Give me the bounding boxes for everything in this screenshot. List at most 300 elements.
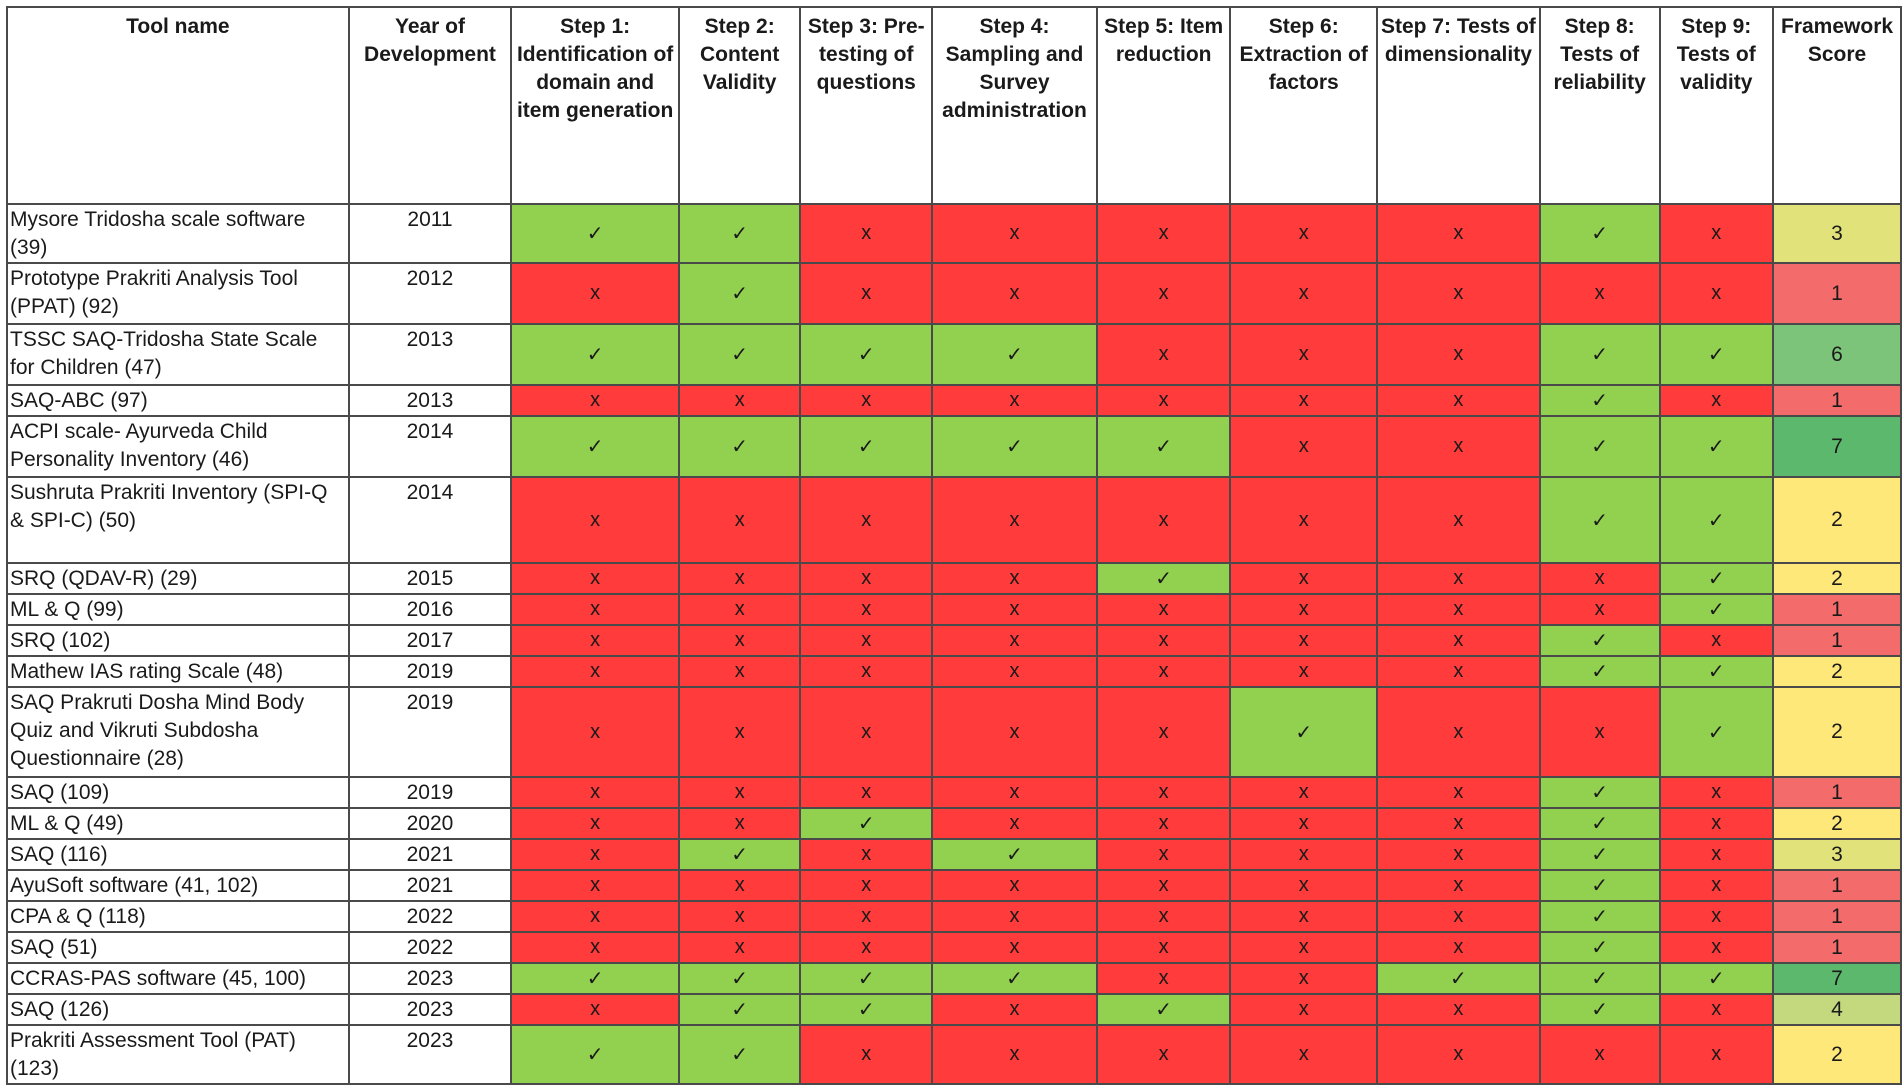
- step-9-cell: [1660, 625, 1774, 656]
- check-icon: ✓: [731, 344, 749, 366]
- check-icon: ✓: [1707, 509, 1725, 532]
- framework-score-cell: 2: [1773, 563, 1901, 594]
- cross-icon: x: [590, 781, 601, 803]
- cross-icon: x: [1453, 1043, 1464, 1065]
- step-3-cell: [800, 385, 932, 416]
- step-8-cell: [1540, 932, 1660, 963]
- cross-icon: x: [734, 389, 745, 411]
- framework-score-cell: 1: [1773, 932, 1901, 963]
- cross-icon: x: [1453, 905, 1464, 927]
- cross-icon: x: [734, 660, 745, 682]
- step-9-cell: [1660, 870, 1774, 901]
- framework-score-cell: 7: [1773, 963, 1901, 994]
- check-icon: ✓: [1707, 344, 1725, 366]
- cross-icon: x: [861, 843, 872, 865]
- tool-name-cell: SAQ (51): [7, 932, 349, 963]
- cross-icon: x: [1453, 629, 1464, 651]
- tool-name-cell: AyuSoft software (41, 102): [7, 870, 349, 901]
- cross-icon: x: [1711, 843, 1722, 865]
- header-step-4: Step 4: Sampling and Survey administration: [932, 7, 1097, 204]
- framework-score-cell: 2: [1773, 808, 1901, 839]
- step-9-cell: [1660, 563, 1774, 594]
- step-7-cell: [1377, 870, 1540, 901]
- cross-icon: x: [1453, 343, 1464, 365]
- cross-icon: x: [1009, 567, 1020, 589]
- check-icon: ✓: [1591, 937, 1609, 959]
- year-cell: 2013: [349, 324, 512, 385]
- check-icon: ✓: [1707, 568, 1725, 590]
- step-5-cell: [1097, 687, 1231, 777]
- cross-icon: x: [1009, 389, 1020, 411]
- check-icon: ✓: [1155, 568, 1173, 590]
- table-row: [7, 901, 1901, 932]
- header-step-9: Step 9: Tests of validity: [1660, 7, 1774, 204]
- cross-icon: x: [1711, 222, 1722, 244]
- step-5-cell: [1097, 994, 1231, 1025]
- cross-icon: x: [734, 936, 745, 958]
- framework-score-cell: 1: [1773, 901, 1901, 932]
- step-2-cell: [679, 477, 801, 563]
- table-body: [7, 204, 1901, 1084]
- year-cell: 2019: [349, 777, 512, 808]
- cross-icon: x: [1453, 720, 1464, 743]
- check-icon: ✓: [1450, 968, 1467, 990]
- step-3-cell: [800, 777, 932, 808]
- step-5-cell: [1097, 901, 1231, 932]
- cross-icon: x: [861, 781, 872, 803]
- step-5-cell: [1097, 594, 1231, 625]
- cross-icon: x: [1453, 598, 1464, 620]
- step-4-cell: [932, 1025, 1097, 1084]
- step-6-cell: [1230, 870, 1377, 901]
- cross-icon: x: [1009, 720, 1020, 743]
- step-7-cell: [1377, 808, 1540, 839]
- cross-icon: x: [1298, 998, 1309, 1020]
- step-7-cell: [1377, 416, 1540, 477]
- check-icon: ✓: [857, 436, 875, 458]
- cross-icon: x: [1453, 567, 1464, 589]
- cross-icon: x: [1158, 343, 1169, 365]
- cross-icon: x: [1158, 629, 1169, 651]
- tool-name-cell: SAQ (126): [7, 994, 349, 1025]
- step-9-cell: [1660, 477, 1774, 563]
- cross-icon: x: [590, 660, 601, 682]
- step-8-cell: [1540, 416, 1660, 477]
- header-row: [7, 7, 1901, 204]
- check-icon: ✓: [1591, 436, 1609, 458]
- cross-icon: x: [861, 660, 872, 682]
- tool-name-cell: ACPI scale- Ayurveda Child Personality Inventory (46): [7, 416, 349, 477]
- cross-icon: x: [1158, 508, 1169, 531]
- cross-icon: x: [1158, 660, 1169, 682]
- cross-icon: x: [590, 843, 601, 865]
- step-7-cell: [1377, 263, 1540, 324]
- step-3-cell: [800, 839, 932, 870]
- step-1-cell: [511, 324, 679, 385]
- framework-score-cell: 1: [1773, 870, 1901, 901]
- cross-icon: x: [1711, 874, 1722, 896]
- framework-score-cell: 2: [1773, 1025, 1901, 1084]
- cross-icon: x: [1298, 843, 1309, 865]
- check-icon: ✓: [731, 436, 749, 458]
- cross-icon: x: [590, 567, 601, 589]
- step-2-cell: [679, 963, 801, 994]
- step-2-cell: [679, 870, 801, 901]
- step-2-cell: [679, 777, 801, 808]
- tool-name-cell: Prakriti Assessment Tool (PAT) (123): [7, 1025, 349, 1084]
- cross-icon: x: [1158, 282, 1169, 304]
- cross-icon: x: [1298, 629, 1309, 651]
- step-2-cell: [679, 901, 801, 932]
- cross-icon: x: [1594, 1043, 1605, 1065]
- check-icon: ✓: [857, 344, 875, 366]
- step-4-cell: [932, 963, 1097, 994]
- cross-icon: x: [1453, 843, 1464, 865]
- step-4-cell: [932, 204, 1097, 263]
- step-3-cell: [800, 477, 932, 563]
- tool-name-cell: ML & Q (49): [7, 808, 349, 839]
- step-1-cell: [511, 994, 679, 1025]
- step-6-cell: [1230, 687, 1377, 777]
- step-9-cell: [1660, 656, 1774, 687]
- step-8-cell: [1540, 901, 1660, 932]
- step-3-cell: [800, 656, 932, 687]
- year-cell: 2023: [349, 963, 512, 994]
- check-icon: ✓: [731, 1044, 749, 1066]
- tool-name-cell: SRQ (102): [7, 625, 349, 656]
- cross-icon: x: [590, 812, 601, 834]
- check-icon: ✓: [857, 999, 875, 1021]
- cross-icon: x: [1158, 781, 1169, 803]
- table-row: [7, 477, 1901, 563]
- table-row: [7, 656, 1901, 687]
- year-cell: 2022: [349, 932, 512, 963]
- year-cell: 2022: [349, 901, 512, 932]
- step-5-cell: [1097, 932, 1231, 963]
- cross-icon: x: [1009, 781, 1020, 803]
- cross-icon: x: [1009, 598, 1020, 620]
- step-1-cell: [511, 385, 679, 416]
- cross-icon: x: [861, 629, 872, 651]
- cross-icon: x: [1298, 905, 1309, 927]
- step-3-cell: [800, 563, 932, 594]
- year-cell: 2014: [349, 416, 512, 477]
- cross-icon: x: [861, 598, 872, 620]
- cross-icon: x: [1711, 998, 1722, 1020]
- step-2-cell: [679, 808, 801, 839]
- cross-icon: x: [1298, 1043, 1309, 1065]
- step-2-cell: [679, 656, 801, 687]
- year-cell: 2013: [349, 385, 512, 416]
- check-icon: ✓: [1006, 344, 1023, 366]
- step-2-cell: [679, 1025, 801, 1084]
- step-8-cell: [1540, 994, 1660, 1025]
- cross-icon: x: [1711, 389, 1722, 411]
- cross-icon: x: [734, 629, 745, 651]
- framework-score-cell: 7: [1773, 416, 1901, 477]
- step-2-cell: [679, 625, 801, 656]
- step-7-cell: [1377, 656, 1540, 687]
- step-7-cell: [1377, 204, 1540, 263]
- step-6-cell: [1230, 839, 1377, 870]
- step-9-cell: [1660, 901, 1774, 932]
- tool-name-cell: SAQ Prakruti Dosha Mind Body Quiz and Vikruti Subdosha Questionnaire (28): [7, 687, 349, 777]
- step-2-cell: [679, 324, 801, 385]
- check-icon: ✓: [586, 223, 604, 245]
- header-step-8: Step 8: Tests of reliability: [1540, 7, 1660, 204]
- table-row: [7, 994, 1901, 1025]
- check-icon: ✓: [1155, 436, 1173, 458]
- step-7-cell: [1377, 963, 1540, 994]
- check-icon: ✓: [857, 968, 875, 990]
- cross-icon: x: [1594, 567, 1605, 589]
- table-row: [7, 204, 1901, 263]
- cross-icon: x: [1453, 660, 1464, 682]
- cross-icon: x: [1711, 905, 1722, 927]
- cross-icon: x: [861, 936, 872, 958]
- year-cell: 2023: [349, 1025, 512, 1084]
- step-3-cell: [800, 324, 932, 385]
- tool-name-cell: Sushruta Prakriti Inventory (SPI-Q & SPI-C) (50): [7, 477, 349, 563]
- cross-icon: x: [1711, 936, 1722, 958]
- cross-icon: x: [1453, 812, 1464, 834]
- check-icon: ✓: [1295, 721, 1313, 744]
- step-4-cell: [932, 808, 1097, 839]
- check-icon: ✓: [1707, 599, 1725, 621]
- step-6-cell: [1230, 324, 1377, 385]
- table-row: [7, 594, 1901, 625]
- step-3-cell: [800, 901, 932, 932]
- step-4-cell: [932, 263, 1097, 324]
- step-1-cell: [511, 808, 679, 839]
- prakriti-tools-framework-table: [6, 6, 1902, 1085]
- step-5-cell: [1097, 1025, 1231, 1084]
- cross-icon: x: [1009, 874, 1020, 896]
- year-cell: 2020: [349, 808, 512, 839]
- cross-icon: x: [1711, 781, 1722, 803]
- table-row: [7, 932, 1901, 963]
- step-6-cell: [1230, 477, 1377, 563]
- cross-icon: x: [1158, 843, 1169, 865]
- cross-icon: x: [590, 389, 601, 411]
- table-row: [7, 416, 1901, 477]
- cross-icon: x: [1298, 967, 1309, 989]
- step-4-cell: [932, 385, 1097, 416]
- cross-icon: x: [861, 720, 872, 743]
- cross-icon: x: [1009, 660, 1020, 682]
- cross-icon: x: [1298, 660, 1309, 682]
- step-6-cell: [1230, 901, 1377, 932]
- table-row: [7, 963, 1901, 994]
- step-4-cell: [932, 656, 1097, 687]
- check-icon: ✓: [1591, 509, 1609, 532]
- step-5-cell: [1097, 656, 1231, 687]
- step-3-cell: [800, 594, 932, 625]
- cross-icon: x: [1009, 282, 1020, 304]
- step-1-cell: [511, 656, 679, 687]
- cross-icon: x: [734, 720, 745, 743]
- tool-name-cell: CCRAS-PAS software (45, 100): [7, 963, 349, 994]
- step-4-cell: [932, 687, 1097, 777]
- cross-icon: x: [1009, 508, 1020, 531]
- year-cell: 2023: [349, 994, 512, 1025]
- step-8-cell: [1540, 777, 1660, 808]
- cross-icon: x: [590, 874, 601, 896]
- step-6-cell: [1230, 932, 1377, 963]
- header-step-6: Step 6: Extraction of factors: [1230, 7, 1377, 204]
- table-row: [7, 839, 1901, 870]
- framework-score-cell: 1: [1773, 594, 1901, 625]
- cross-icon: x: [861, 389, 872, 411]
- check-icon: ✓: [857, 813, 875, 835]
- check-icon: ✓: [731, 223, 749, 245]
- check-icon: ✓: [586, 968, 604, 990]
- step-5-cell: [1097, 263, 1231, 324]
- year-cell: 2017: [349, 625, 512, 656]
- step-1-cell: [511, 416, 679, 477]
- step-5-cell: [1097, 563, 1231, 594]
- check-icon: ✓: [586, 344, 604, 366]
- cross-icon: x: [590, 598, 601, 620]
- table-row: [7, 563, 1901, 594]
- cross-icon: x: [1298, 812, 1309, 834]
- cross-icon: x: [1453, 222, 1464, 244]
- cross-icon: x: [1298, 874, 1309, 896]
- cross-icon: x: [1453, 936, 1464, 958]
- cross-icon: x: [734, 567, 745, 589]
- cross-icon: x: [1711, 282, 1722, 304]
- table-row: [7, 1025, 1901, 1084]
- step-5-cell: [1097, 963, 1231, 994]
- step-4-cell: [932, 870, 1097, 901]
- year-cell: 2019: [349, 656, 512, 687]
- step-8-cell: [1540, 563, 1660, 594]
- step-4-cell: [932, 416, 1097, 477]
- step-5-cell: [1097, 324, 1231, 385]
- step-1-cell: [511, 263, 679, 324]
- step-1-cell: [511, 901, 679, 932]
- cross-icon: x: [734, 508, 745, 531]
- table-row: [7, 870, 1901, 901]
- step-7-cell: [1377, 777, 1540, 808]
- framework-score-cell: 1: [1773, 385, 1901, 416]
- cross-icon: x: [1158, 812, 1169, 834]
- step-3-cell: [800, 687, 932, 777]
- cross-icon: x: [1453, 389, 1464, 411]
- cross-icon: x: [1298, 936, 1309, 958]
- cross-icon: x: [861, 508, 872, 531]
- step-4-cell: [932, 563, 1097, 594]
- cross-icon: x: [734, 905, 745, 927]
- header-step-3: Step 3: Pre-testing of questions: [800, 7, 932, 204]
- check-icon: ✓: [1707, 968, 1725, 990]
- step-2-cell: [679, 385, 801, 416]
- step-5-cell: [1097, 777, 1231, 808]
- year-cell: 2012: [349, 263, 512, 324]
- cross-icon: x: [861, 282, 872, 304]
- check-icon: ✓: [731, 844, 749, 866]
- tool-name-cell: SAQ (116): [7, 839, 349, 870]
- step-7-cell: [1377, 994, 1540, 1025]
- step-5-cell: [1097, 808, 1231, 839]
- check-icon: ✓: [1155, 999, 1173, 1021]
- check-icon: ✓: [1591, 630, 1609, 652]
- framework-score-cell: 2: [1773, 687, 1901, 777]
- cross-icon: x: [1158, 1043, 1169, 1065]
- cross-icon: x: [861, 874, 872, 896]
- step-7-cell: [1377, 687, 1540, 777]
- cross-icon: x: [1298, 598, 1309, 620]
- cross-icon: x: [1453, 998, 1464, 1020]
- step-7-cell: [1377, 324, 1540, 385]
- header-tool-name: Tool name: [7, 7, 349, 204]
- step-9-cell: [1660, 263, 1774, 324]
- step-3-cell: [800, 994, 932, 1025]
- cross-icon: x: [1453, 508, 1464, 531]
- cross-icon: x: [1298, 282, 1309, 304]
- cross-icon: x: [590, 720, 601, 743]
- step-7-cell: [1377, 477, 1540, 563]
- step-6-cell: [1230, 625, 1377, 656]
- cross-icon: x: [861, 567, 872, 589]
- check-icon: ✓: [1591, 813, 1609, 835]
- table-row: [7, 385, 1901, 416]
- step-9-cell: [1660, 385, 1774, 416]
- cross-icon: x: [734, 598, 745, 620]
- check-icon: ✓: [1591, 875, 1609, 897]
- year-cell: 2021: [349, 839, 512, 870]
- step-3-cell: [800, 204, 932, 263]
- cross-icon: x: [861, 905, 872, 927]
- check-icon: ✓: [731, 283, 749, 305]
- step-3-cell: [800, 870, 932, 901]
- cross-icon: x: [1298, 389, 1309, 411]
- step-7-cell: [1377, 901, 1540, 932]
- step-3-cell: [800, 416, 932, 477]
- cross-icon: x: [1009, 1043, 1020, 1065]
- check-icon: ✓: [1707, 436, 1725, 458]
- step-3-cell: [800, 1025, 932, 1084]
- step-1-cell: [511, 687, 679, 777]
- year-cell: 2014: [349, 477, 512, 563]
- step-9-cell: [1660, 594, 1774, 625]
- cross-icon: x: [1158, 389, 1169, 411]
- cross-icon: x: [734, 781, 745, 803]
- table-row: [7, 263, 1901, 324]
- check-icon: ✓: [1707, 721, 1725, 744]
- step-4-cell: [932, 594, 1097, 625]
- cross-icon: x: [1453, 874, 1464, 896]
- step-5-cell: [1097, 416, 1231, 477]
- cross-icon: x: [590, 282, 601, 304]
- cross-icon: x: [1158, 967, 1169, 989]
- step-9-cell: [1660, 1025, 1774, 1084]
- table-row: [7, 324, 1901, 385]
- header-framework-score: Framework Score: [1773, 7, 1901, 204]
- cross-icon: x: [1158, 598, 1169, 620]
- cross-icon: x: [1298, 567, 1309, 589]
- cross-icon: x: [1711, 812, 1722, 834]
- check-icon: ✓: [586, 1044, 604, 1066]
- step-9-cell: [1660, 777, 1774, 808]
- tool-name-cell: Prototype Prakriti Analysis Tool (PPAT) (92): [7, 263, 349, 324]
- step-8-cell: [1540, 385, 1660, 416]
- header-year: Year of Development: [349, 7, 512, 204]
- step-9-cell: [1660, 932, 1774, 963]
- cross-icon: x: [1298, 343, 1309, 365]
- check-icon: ✓: [1591, 844, 1609, 866]
- tool-name-cell: SRQ (QDAV-R) (29): [7, 563, 349, 594]
